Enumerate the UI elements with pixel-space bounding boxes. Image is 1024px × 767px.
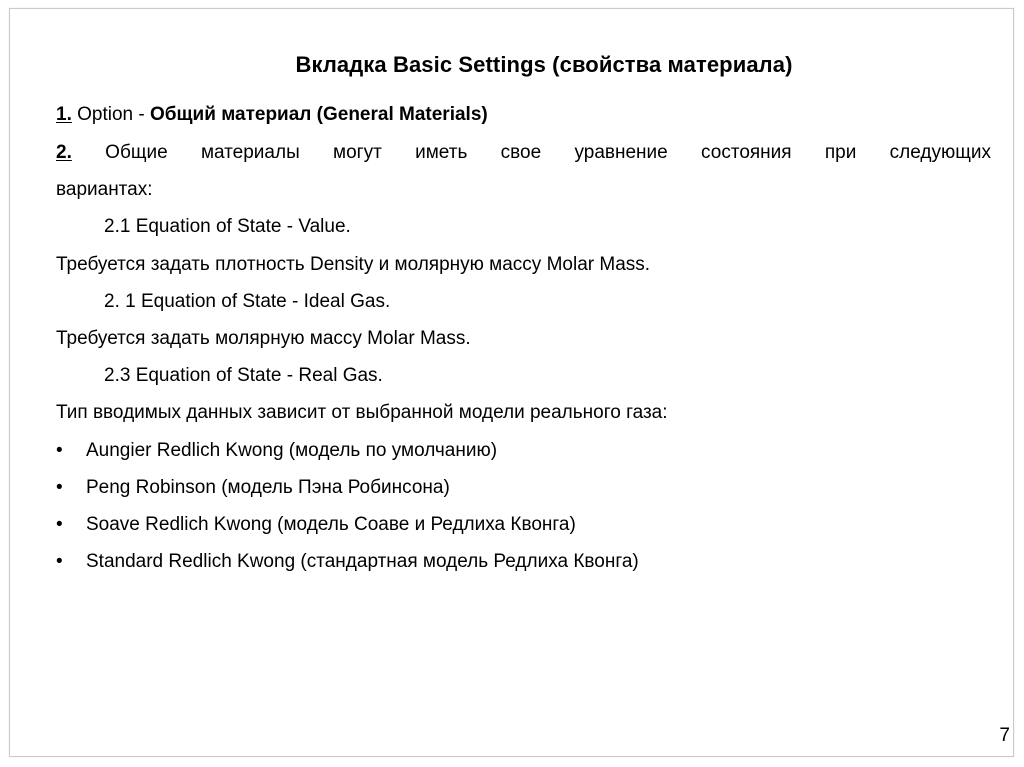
item-1-prefix: Option - xyxy=(71,104,151,125)
eos-real-gas: 2.3 Equation of State - Real Gas. xyxy=(104,365,383,386)
bullet-text: Peng Robinson (модель Пэна Робинсона) xyxy=(86,477,450,498)
slide-title: Вкладка Basic Settings (свойства материала) xyxy=(295,52,793,77)
eos-real-gas-requirement: Тип вводимых данных зависит от выбранной модели реального газа: xyxy=(56,402,668,423)
eos-value: 2.1 Equation of State - Value. xyxy=(104,216,351,237)
item-2-word: следующих xyxy=(889,142,991,163)
item-1-bold-text: Общий материал (General Materials) xyxy=(150,104,488,125)
bullet-dot: • xyxy=(56,477,63,498)
page-number: 7 xyxy=(999,725,1010,746)
eos-ideal-gas-requirement: Требуется задать молярную массу Molar Mass. xyxy=(56,328,471,349)
item-2-word: при xyxy=(824,142,857,163)
item-1-number: 1. xyxy=(56,104,72,125)
item-2-word: могут xyxy=(333,142,382,163)
bullet-dot: • xyxy=(56,440,63,461)
bullet-item xyxy=(56,550,639,574)
item-2-word: состояния xyxy=(701,142,792,163)
bullet-item xyxy=(56,476,450,500)
bullet-item xyxy=(56,439,497,463)
item-2-word: материалы xyxy=(200,142,300,163)
bullet-dot: • xyxy=(56,514,63,535)
bullet-dot: • xyxy=(56,551,63,572)
item-2-word: Общие xyxy=(105,142,168,163)
bullet-text: Standard Redlich Kwong (стандартная модель Редлиха Квонга) xyxy=(86,551,639,572)
eos-value-requirement: Требуется задать плотность Density и молярную массу Molar Mass. xyxy=(56,254,651,275)
bullet-text: Aungier Redlich Kwong (модель по умолчанию) xyxy=(86,440,498,461)
item-2-word: иметь xyxy=(415,142,468,163)
item-2-word: уравнение xyxy=(574,142,668,163)
item-1 xyxy=(56,103,488,127)
item-2-number: 2. xyxy=(56,142,72,163)
eos-ideal-gas: 2. 1 Equation of State - Ideal Gas. xyxy=(104,291,391,312)
bullet-text: Soave Redlich Kwong (модель Соаве и Редлиха Квонга) xyxy=(86,514,576,535)
bullet-item xyxy=(56,513,576,537)
item-2-word: свое xyxy=(500,142,542,163)
item-2-continuation: вариантах: xyxy=(56,179,153,200)
item-2 xyxy=(56,141,991,165)
